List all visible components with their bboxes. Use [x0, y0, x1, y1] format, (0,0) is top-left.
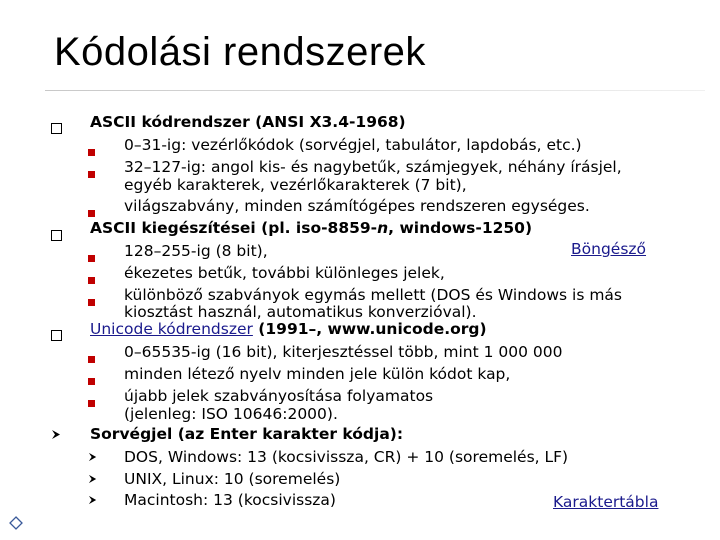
browser-link[interactable]: Böngésző	[571, 240, 647, 258]
item-ascii-ext-sub-1: 128–255-ig (8 bit),	[124, 242, 268, 260]
item-ascii-ext-heading-italic: n	[377, 219, 389, 237]
item-unicode-sub-2: minden létező nyelv minden jele külön kódot kap,	[124, 365, 511, 383]
item-ascii-ext-sub-2: ékezetes betűk, további különleges jelek,	[124, 264, 445, 282]
item-ascii-heading: ASCII kódrendszer (ANSI X3.4-1968)	[90, 113, 406, 131]
item-line-ending-sub-1: DOS, Windows: 13 (kocsivissza, CR) + 10 (soremelés, LF)	[124, 448, 569, 466]
hollow-square-bullet-icon	[51, 119, 62, 138]
item-unicode-sub-1: 0–65535-ig (16 bit), kiterjesztéssel több, mint 1 000 000	[124, 343, 563, 361]
item-ascii-sub-3: világszabvány, minden számítógépes rendszeren egységes.	[124, 197, 590, 215]
arrow-bullet-icon	[88, 495, 98, 505]
item-unicode-sub-3-cont: (jelenleg: ISO 10646:2000).	[124, 405, 338, 423]
item-ascii-sub-1: 0–31-ig: vezérlőkódok (sorvégjel, tabulátor, lapdobás, etc.)	[124, 136, 582, 154]
item-unicode-sub-3: újabb jelek szabványosítása folyamatos	[124, 387, 434, 405]
slide-title: Kódolási rendszerek	[54, 30, 426, 74]
hollow-square-bullet-icon	[51, 326, 62, 345]
item-unicode-heading-text: (1991–, www.unicode.org)	[252, 320, 487, 338]
item-line-ending-sub-2: UNIX, Linux: 10 (soremelés)	[124, 470, 341, 488]
red-square-bullet-icon	[88, 291, 95, 310]
item-line-ending-heading: Sorvégjel (az Enter karakter kódja):	[90, 425, 404, 443]
red-square-bullet-icon	[88, 163, 95, 182]
item-ascii-sub-2: 32–127-ig: angol kis- és nagybetűk, számjegyek, néhány írásjel,	[124, 158, 622, 176]
character-table-link[interactable]: Karaktertábla	[553, 493, 659, 511]
red-square-bullet-icon	[88, 392, 95, 411]
item-ascii-sub-2-cont: egyéb karakterek, vezérlőkarakterek (7 bit),	[124, 176, 467, 194]
item-ascii-ext-heading-end: , windows-1250)	[388, 219, 533, 237]
unicode-link[interactable]: Unicode kódrendszer	[90, 320, 253, 338]
hollow-square-bullet-icon	[51, 226, 62, 245]
arrow-bullet-icon	[51, 429, 62, 440]
red-square-bullet-icon	[88, 348, 95, 367]
red-square-bullet-icon	[88, 269, 95, 288]
arrow-bullet-icon	[88, 452, 98, 462]
red-square-bullet-icon	[88, 370, 95, 389]
item-line-ending-sub-3: Macintosh: 13 (kocsivissza)	[124, 491, 336, 509]
red-square-bullet-icon	[88, 247, 95, 266]
diamond-icon	[9, 516, 23, 530]
title-divider	[45, 90, 705, 91]
item-unicode-heading	[90, 319, 487, 339]
item-ascii-ext-heading	[90, 218, 532, 238]
item-ascii-ext-sub-3: különböző szabványok egymás mellett (DOS és Windows is más	[124, 286, 623, 304]
item-ascii-ext-heading-text: ASCII kiegészítései (pl. iso-8859-	[90, 219, 378, 237]
item-ascii-ext-sub-3-cont: kiosztást használ, automatikus konverzióval).	[124, 303, 477, 321]
red-square-bullet-icon	[88, 141, 95, 160]
arrow-bullet-icon	[88, 474, 98, 484]
